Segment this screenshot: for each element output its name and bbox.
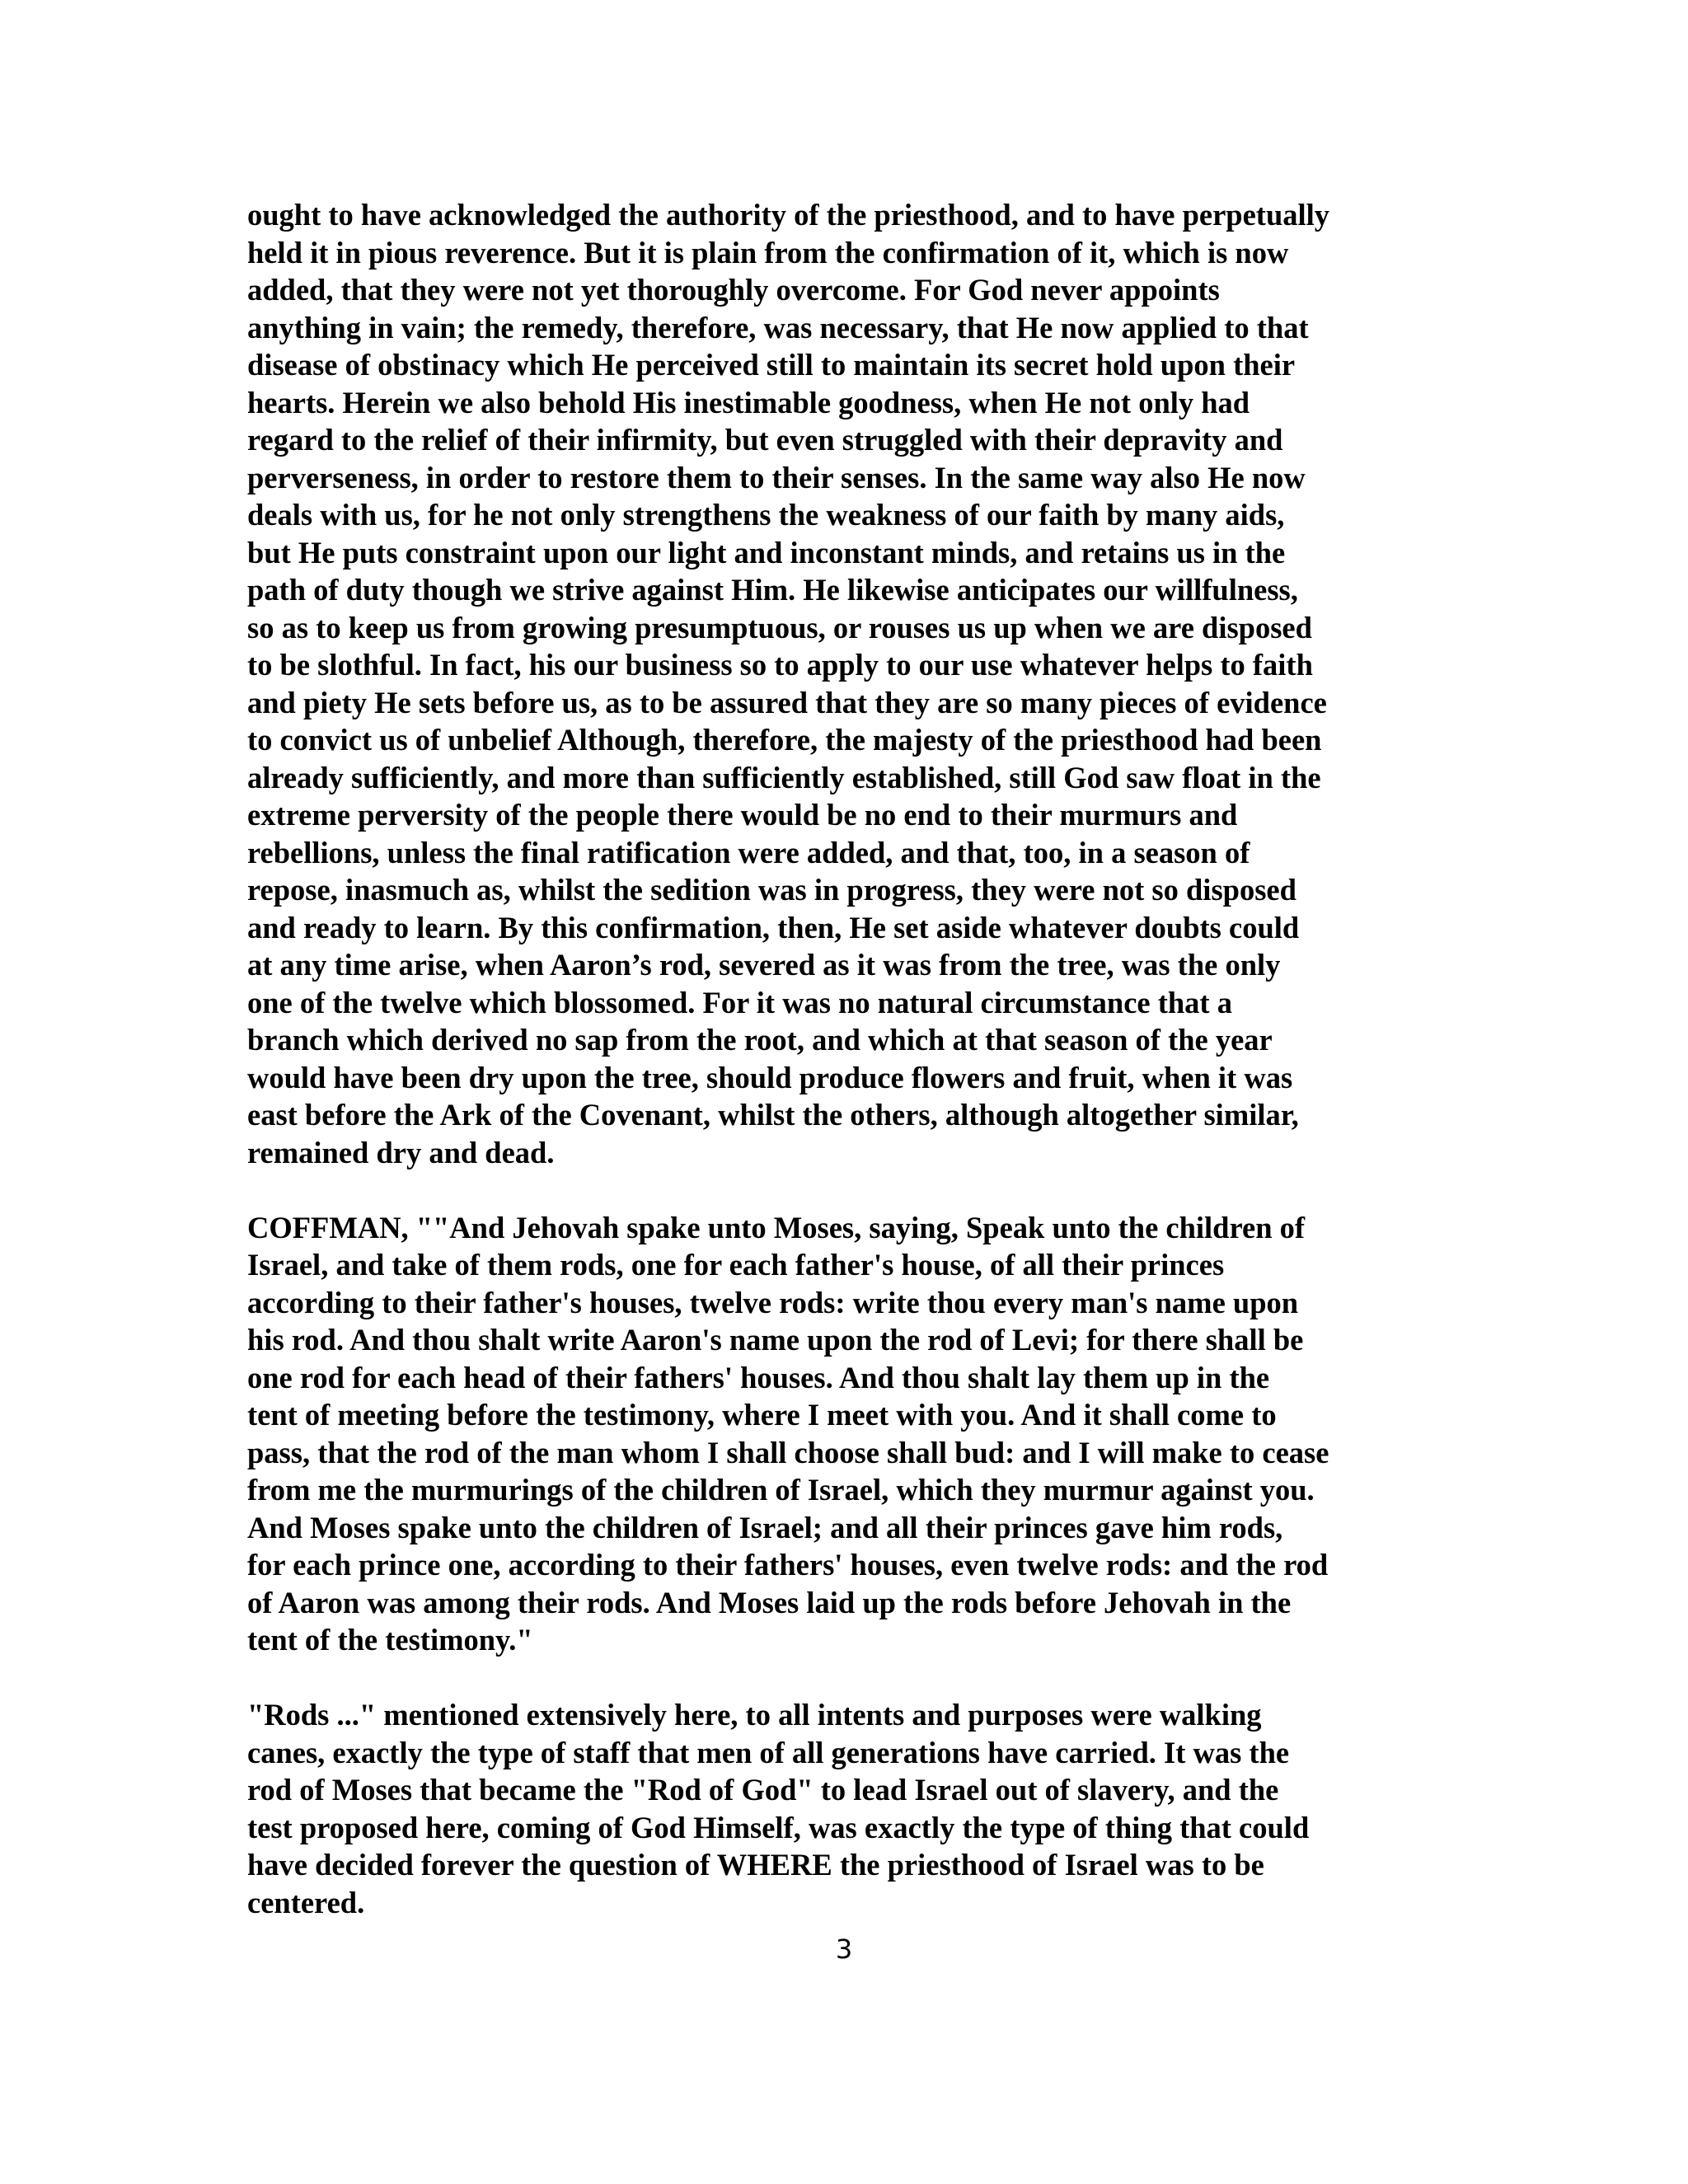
paragraph-coffman-quote: COFFMAN, ""And Jehovah spake unto Moses, saying, Speak unto the children of Israel, and take of them rods, one for each father's house, of all their princes according to their father's houses, twelve rods: write thou every man's name upon his rod. And thou shalt write Aaron's name upon the rod of Levi; for there shall be one rod for each head of their fathers' houses. And thou shalt lay them up in the tent of meeting before the testimony, where I meet with you. And it shall come to pass, that the rod of the man whom I shall choose shall bud: and I will make to cease from me the murmurings of the children of Israel, which they murmur against you. And Moses spake unto the children of Israel; and all their princes gave him rods, for each prince one, according to their fathers' houses, even twelve rods: and the rod of Aaron was among their rods. And Moses laid up the rods before Jehovah in the tent of the testimony.": [247, 1210, 1329, 1657]
page-body: [247, 196, 1442, 1921]
paragraph-calvin-commentary: ought to have acknowledged the authority of the priesthood, and to have perpetually held it in pious reverence. But it is plain from the confirmation of it, which is now added, that they were not yet thoroughly overcome. For God never appoints anything in vain; the remedy, therefore, was necessary, that He now applied to that disease of obstinacy which He perceived still to maintain its secret hold upon their hearts. Herein we also behold His inestimable goodness, when He not only had regard to the relief of their infirmity, but even struggled with their depravity and perverseness, in order to restore them to their senses. In the same way also He now deals with us, for he not only strengthens the weakness of our faith by many aids, but He puts constraint upon our light and inconstant minds, and retains us in the path of duty though we strive against Him. He likewise anticipates our willfulness, so as to keep us from growing presumptuous, or rouses us up when we are disposed to be slothful. In fact, his our business so to apply to our use whatever helps to faith and piety He sets before us, as to be assured that they are so many pieces of evidence to convict us of unbelief Although, therefore, the majesty of the priesthood had been already sufficiently, and more than sufficiently established, still God saw float in the extreme perversity of the people there would be no end to their murmurs and rebellions, unless the final ratification were added, and that, too, in a season of repose, inasmuch as, whilst the sedition was in progress, they were not so disposed and ready to learn. By this confirmation, then, He set aside whatever doubts could at any time arise, when Aaron’s rod, severed as it was from the tree, was the only one of the twelve which blossomed. For it was no natural circumstance that a branch which derived no sap from the root, and which at that season of the year would have been dry upon the tree, should produce flowers and fruit, when it was east before the Ark of the Covenant, whilst the others, although altogether similar, remained dry and dead.: [247, 198, 1330, 1169]
page-number: 3: [835, 1933, 853, 1965]
paragraph-rods-explanation: "Rods ..." mentioned extensively here, to all intents and purposes were walking canes, exactly the type of staff that men of all generations have carried. It was the rod of Moses that became the "Rod of God" to lead Israel out of slavery, and the test proposed here, coming of God Himself, was exactly the type of thing that could have decided forever the question of WHERE the priesthood of Israel was to be centered.: [247, 1698, 1310, 1919]
